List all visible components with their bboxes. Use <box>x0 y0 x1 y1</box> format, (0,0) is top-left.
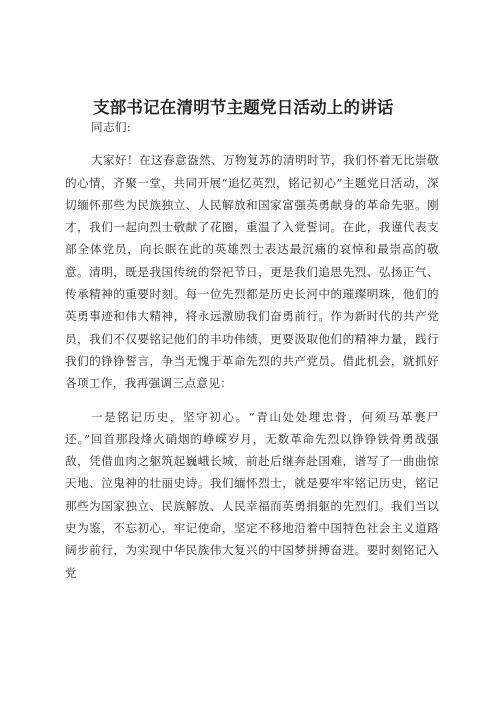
document-title: 支部书记在清明节主题党日活动上的讲话 <box>93 98 394 117</box>
paragraph-opening: 大家好！在这春意盎然、万物复苏的清明时节，我们怀着无比崇敬的心情，齐聚一堂，共同开展“追忆英烈，铭记初心”主题党日活动，深切缅怀那些为民族独立、人民解放和国家富强英勇献身的革命先驱。刚才，我们一起向烈士敬献了花圈，重温了入党誓词。在此，我谨代表支部全体党员，向长眠在此的英雄烈士表达最沉痛的哀悼和最崇高的敬意。清明，既是我国传统的祭祀节日，更是我们追思先烈、弘扬正气、传承精神的重要时刻。每一位先烈都是历史长河中的璀璨明珠，他们的英勇事迹和伟大精神，将永远激励我们奋勇前行。作为新时代的共产党员，我们不仅要铭记他们的丰功伟绩，更要汲取他们的精神力量，践行我们的铮铮誓言，争当无愧于革命先烈的共产党员。借此机会，就抓好各项工作，我再强调三点意见： <box>65 153 439 391</box>
paragraph-point-one: 一是铭记历史，坚守初心。“青山处处埋忠骨，何须马革裹尸还。”回首那段烽火硝烟的峥嵘岁月，无数革命先烈以铮铮铁骨勇战强敌，凭借血肉之躯筑起巍峨长城，前赴后继奔赴国难，谱写了一曲曲惊天地、泣鬼神的壮丽史诗。我们缅怀烈士，就是要牢牢铭记历史，铭记那些为国家独立、民族解放、人民幸福而英勇捐躯的先烈们。我们当以史为鉴，不忘初心，牢记使命，坚定不移地沿着中国特色社会主义道路阔步前行，为实现中华民族伟大复兴的中国梦拼搏奋进。要时刻铭记入党 <box>65 409 439 580</box>
salutation: 同志们: <box>91 120 132 134</box>
document-body <box>65 116 439 584</box>
